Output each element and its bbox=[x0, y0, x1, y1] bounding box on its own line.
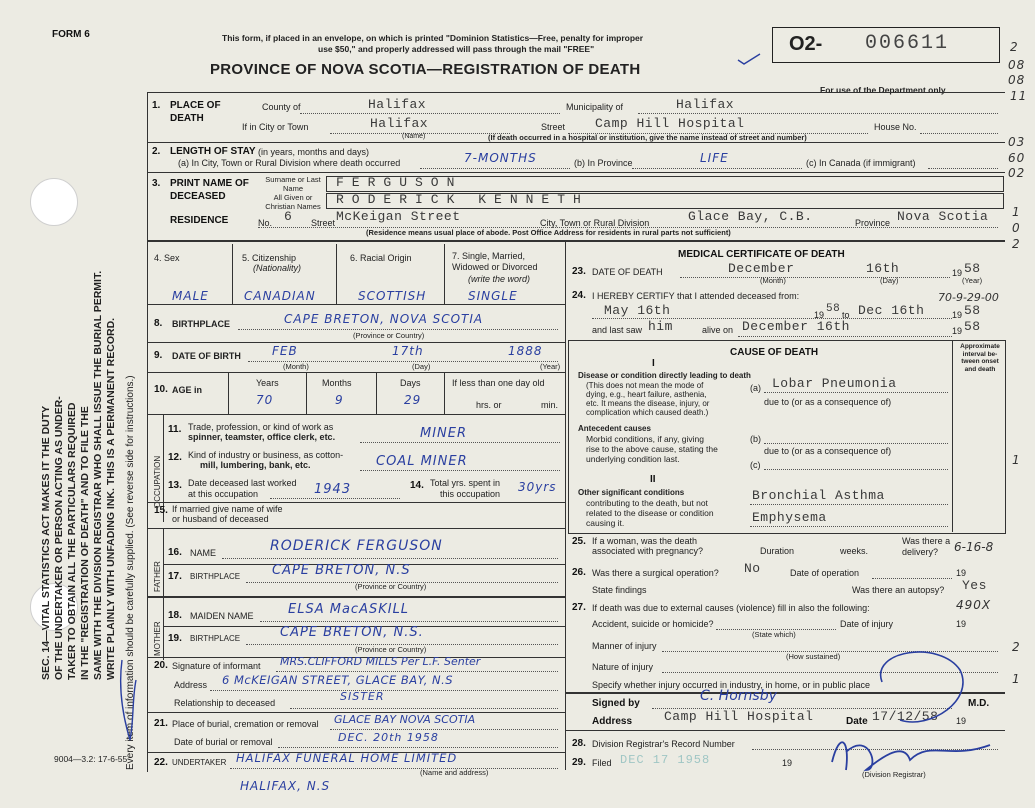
margin-code: 02 bbox=[1008, 166, 1026, 180]
roman-one: I bbox=[652, 358, 655, 369]
q12-answer: COAL MINER bbox=[376, 454, 468, 469]
relationship-label: Relationship to deceased bbox=[174, 698, 276, 708]
q13-number: 13. bbox=[168, 480, 182, 491]
q26-number: 26. bbox=[572, 567, 586, 578]
q29-text: Filed bbox=[592, 758, 612, 768]
attend-to-year: 58 bbox=[964, 303, 981, 318]
surname-label: Surname or Last Name bbox=[265, 175, 321, 193]
q25-number: 25. bbox=[572, 536, 586, 547]
q1-number: 1. bbox=[152, 100, 161, 111]
q10-label: AGE in bbox=[172, 385, 203, 395]
margin-code: 08 bbox=[1008, 58, 1026, 72]
duration-label: Duration bbox=[760, 546, 795, 556]
dob-day: 17th bbox=[392, 344, 424, 358]
q14-number: 14. bbox=[410, 480, 424, 491]
sidebar-instructions: SEC. 14—VITAL STATISTICS ACT MAKES IT THE DUTY OF THE UNDERTAKER OR PERSON ACTING AS UNDER- TAKER TO OBTAIN ALL THE PARTICULARS REQUIRED IN THE "REGISTRATION OF DEATH" AND TO FILE THE SAME WITH THE DIVISION REGISTRAR WHO SHALL ISSUE THE BURIAL PERMIT. WRITE PLAINLY WITH UNFADING INK. THIS IS A PERMANENT RECORD. bbox=[40, 270, 117, 680]
q21-number: 21. bbox=[154, 718, 168, 729]
q19-caption: (Province or Country) bbox=[355, 645, 427, 654]
margin-code: 1 bbox=[1012, 205, 1021, 219]
autopsy-value: Yes bbox=[962, 578, 987, 593]
q13-text-b: at this occupation bbox=[188, 489, 259, 499]
q9-label: DATE OF BIRTH bbox=[172, 351, 241, 361]
city-value: Halifax bbox=[370, 116, 429, 131]
date-label: Date bbox=[846, 716, 868, 727]
city-label: If in City or Town bbox=[242, 122, 309, 132]
residence-province-label: Province bbox=[855, 218, 891, 228]
street-label: Street bbox=[541, 122, 566, 132]
months-label: Months bbox=[322, 378, 352, 388]
autopsy-label: Was there an autopsy? bbox=[852, 585, 945, 595]
q2a-value: 7-MONTHS bbox=[464, 151, 537, 165]
mother-side-label: MOTHER bbox=[153, 621, 162, 656]
other-condition-1: Bronchial Asthma bbox=[752, 488, 885, 503]
q19-text: BIRTHPLACE bbox=[190, 634, 241, 643]
alive-on-value: December 16th bbox=[742, 319, 850, 334]
signed-by-label: Signed by bbox=[592, 698, 640, 709]
q23-text: DATE OF DEATH bbox=[592, 267, 663, 277]
cause-c-label: (c) bbox=[750, 460, 761, 470]
residence-province-value: Nova Scotia bbox=[897, 209, 989, 224]
form-left-border bbox=[147, 92, 148, 772]
marital-sub: (write the word) bbox=[468, 274, 531, 284]
q14-text: Total yrs. spent in bbox=[430, 478, 501, 488]
q17-text: BIRTHPLACE bbox=[190, 572, 241, 581]
less-than-day-label: If less than one day old bbox=[452, 378, 545, 388]
q26-text: Was there a surgical operation? bbox=[592, 568, 719, 578]
q11-text-b: spinner, teamster, office clerk, etc. bbox=[188, 432, 336, 442]
state-which: (State which) bbox=[752, 630, 796, 639]
sex-label: 4. Sex bbox=[154, 253, 180, 263]
q12-text: Kind of industry or business, as cotton- bbox=[188, 450, 344, 460]
q11-answer: MINER bbox=[420, 426, 468, 441]
death-year: 58 bbox=[964, 261, 981, 276]
q2-sub: (in years, months and days) bbox=[258, 147, 370, 157]
house-label: House No. bbox=[874, 122, 917, 132]
undertaker-name: HALIFAX FUNERAL HOME LIMITED bbox=[236, 751, 458, 765]
cause-a-value: Lobar Pneumonia bbox=[772, 376, 897, 391]
q2b-value: LIFE bbox=[700, 151, 729, 165]
hospital-note: (If death occurred in a hospital or institution, give the name instead of street and number) bbox=[488, 133, 807, 142]
q24-text: I HEREBY CERTIFY that I attended deceased from: bbox=[592, 291, 800, 301]
racial-label: 6. Racial Origin bbox=[350, 253, 412, 263]
postal-notice-1: This form, if placed in an envelope, on which is printed "Dominion Statistics—Free, penalty for improper bbox=[222, 33, 644, 43]
margin-code: 1 bbox=[1012, 672, 1021, 686]
q3-label: PRINT NAME OF DECEASED bbox=[170, 178, 249, 202]
month-caption: (Month) bbox=[283, 362, 309, 371]
death-day: 16th bbox=[866, 261, 900, 276]
residence-no-label: No. bbox=[258, 218, 273, 228]
q18-text: MAIDEN NAME bbox=[190, 611, 254, 621]
roman-two: II bbox=[650, 474, 656, 485]
dob-year: 1888 bbox=[508, 344, 543, 358]
attend-from-19: 19 bbox=[814, 310, 825, 320]
immediate-label: Disease or condition directly leading to death bbox=[578, 371, 751, 380]
q11-text: Trade, profession, or kind of work as bbox=[188, 422, 334, 432]
relationship-value: SISTER bbox=[340, 690, 385, 703]
date-19: 19 bbox=[956, 716, 967, 726]
q20-number: 20. bbox=[154, 660, 168, 671]
cause-a-label: (a) bbox=[750, 383, 761, 393]
citizenship-value: CANADIAN bbox=[244, 289, 316, 303]
dob-month: FEB bbox=[272, 344, 298, 358]
physician-signature: C. Hornsby bbox=[700, 688, 777, 704]
q20-text: Signature of informant bbox=[172, 661, 261, 671]
state-findings: State findings bbox=[592, 585, 647, 595]
q17-number: 17. bbox=[168, 571, 182, 582]
q22-number: 22. bbox=[154, 757, 168, 768]
birthplace-value: CAPE BRETON, NOVA SCOTIA bbox=[284, 312, 484, 326]
q2c-label: (c) In Canada (if immigrant) bbox=[806, 158, 916, 168]
citizenship-sub: (Nationality) bbox=[253, 263, 302, 273]
nature-label: Nature of injury bbox=[592, 662, 654, 672]
punch-hole-top bbox=[30, 178, 78, 226]
md-label: M.D. bbox=[968, 698, 990, 709]
q25-text-b: associated with pregnancy? bbox=[592, 546, 704, 556]
death-day-caption: (Day) bbox=[880, 276, 899, 285]
death-19: 19 bbox=[952, 268, 963, 278]
q17-answer: CAPE BRETON, N.S bbox=[272, 563, 411, 578]
q11-number: 11. bbox=[168, 424, 182, 435]
sex-value: MALE bbox=[172, 289, 209, 303]
margin-code: 1 bbox=[1012, 453, 1021, 467]
q29-number: 29. bbox=[572, 757, 586, 768]
q16-text: NAME bbox=[190, 548, 217, 558]
q16-number: 16. bbox=[168, 547, 182, 558]
cause-title: CAUSE OF DEATH bbox=[730, 347, 819, 358]
residence-street-value: McKeigan Street bbox=[336, 209, 461, 224]
q18-number: 18. bbox=[168, 610, 182, 621]
county-value: Halifax bbox=[368, 97, 427, 112]
death-month-caption: (Month) bbox=[760, 276, 786, 285]
registration-number: 006611 bbox=[865, 32, 950, 55]
q8-label: BIRTHPLACE bbox=[172, 319, 230, 329]
injury-date-label: Date of injury bbox=[840, 619, 894, 629]
op-date-label: Date of operation bbox=[790, 568, 860, 578]
alive-on-label: alive on bbox=[702, 325, 734, 335]
q15-number: 15. bbox=[154, 505, 168, 516]
physician-address: Camp Hill Hospital bbox=[664, 709, 814, 724]
q2-label: LENGTH OF STAY bbox=[170, 146, 256, 157]
county-label: County of bbox=[262, 102, 301, 112]
to-label: to bbox=[842, 310, 850, 320]
due-to-1: due to (or as a consequence of) bbox=[764, 397, 892, 407]
form-number: FORM 6 bbox=[52, 29, 90, 40]
margin-code: 2 bbox=[1012, 237, 1021, 251]
death-year-caption: (Year) bbox=[962, 276, 983, 285]
q24-number: 24. bbox=[572, 290, 586, 301]
citizenship-label: 5. Citizenship bbox=[242, 253, 297, 263]
residence-no-value: 6 bbox=[284, 209, 293, 224]
specify-label: Specify whether injury occurred in industry, in home, or in public place bbox=[592, 680, 870, 690]
cause-b-label: (b) bbox=[750, 434, 761, 444]
margin-code: 60 bbox=[1008, 151, 1026, 165]
antecedent-note-2: rise to the above cause, stating the bbox=[586, 444, 718, 454]
residence-city-value: Glace Bay, C.B. bbox=[688, 209, 813, 224]
alive-on-19: 19 bbox=[952, 326, 963, 336]
registrar-caption: (Division Registrar) bbox=[862, 770, 926, 779]
injury-19: 19 bbox=[956, 619, 967, 629]
q27-text: If death was due to external causes (violence) fill in also the following: bbox=[592, 603, 870, 613]
marital-label: 7. Single, Married, Widowed or Divorced bbox=[452, 251, 538, 272]
antecedent-note-3: underlying condition last. bbox=[586, 454, 680, 464]
medical-title: MEDICAL CERTIFICATE OF DEATH bbox=[678, 249, 845, 260]
q15-text: If married give name of wife bbox=[172, 504, 283, 514]
residence-label: RESIDENCE bbox=[170, 215, 229, 226]
due-to-2: due to (or as a consequence of) bbox=[764, 446, 892, 456]
marital-value: SINGLE bbox=[468, 289, 518, 303]
attend-from-year: 58 bbox=[826, 303, 841, 315]
margin-code: 2 bbox=[1012, 640, 1021, 654]
undertaker-city: HALIFAX, N.S bbox=[240, 779, 331, 793]
q16-answer: RODERICK FERGUSON bbox=[270, 538, 443, 554]
op-19: 19 bbox=[956, 568, 967, 578]
days-label: Days bbox=[400, 378, 421, 388]
antecedent-label: Antecedent causes bbox=[578, 424, 651, 433]
q22-text: UNDERTAKER bbox=[172, 758, 227, 767]
municipality-label: Municipality of bbox=[566, 102, 624, 112]
other-note-3: causing it. bbox=[586, 518, 625, 528]
q3-number: 3. bbox=[152, 178, 161, 189]
year-caption: (Year) bbox=[540, 362, 561, 371]
margin-code: 490X bbox=[956, 598, 992, 612]
margin-code: 08 bbox=[1008, 73, 1026, 87]
filed-stamp: DEC 17 1958 bbox=[620, 753, 711, 767]
filed-19: 19 bbox=[782, 758, 793, 768]
street-value: Camp Hill Hospital bbox=[595, 116, 745, 131]
father-side-label: FATHER bbox=[153, 561, 162, 592]
occupation-side-label: OCCUPATION bbox=[153, 455, 162, 508]
residence-city-label: City, Town or Rural Division bbox=[540, 218, 650, 228]
interval-label: Approximate interval be- tween onset and death bbox=[960, 343, 1000, 373]
other-condition-2: Emphysema bbox=[752, 510, 827, 525]
postal-notice-2: use $50," and properly addressed will pass through the mail "FREE" bbox=[318, 44, 595, 54]
physician-address-label: Address bbox=[592, 716, 633, 727]
last-saw-label: and last saw bbox=[592, 325, 643, 335]
attend-to: Dec 16th bbox=[858, 303, 925, 318]
q2-number: 2. bbox=[152, 146, 161, 157]
antecedent-note-1: Morbid conditions, if any, giving bbox=[586, 434, 704, 444]
q2a-label: (a) In City, Town or Rural Division where death occurred bbox=[178, 158, 401, 168]
immediate-note-1: (This does not mean the mode of bbox=[586, 381, 704, 390]
manner-label: Manner of injury bbox=[592, 641, 657, 651]
form-title: PROVINCE OF NOVA SCOTIA—REGISTRATION OF DEATH bbox=[210, 61, 641, 78]
date-value: 17/12/58 bbox=[872, 709, 939, 724]
q28-number: 28. bbox=[572, 738, 586, 749]
years-label: Years bbox=[256, 378, 279, 388]
q8-number: 8. bbox=[154, 318, 163, 329]
burial-date-label: Date of burial or removal bbox=[174, 737, 273, 747]
residence-note: (Residence means usual place of abode. Post Office Address for residents in rural parts not sufficient) bbox=[366, 228, 731, 237]
q1-label: PLACE OF DEATH bbox=[170, 100, 221, 124]
q21-text: Place of burial, cremation or removal bbox=[172, 719, 319, 729]
q15-text-b: or husband of deceased bbox=[172, 514, 269, 524]
q28-text: Division Registrar's Record Number bbox=[592, 739, 735, 749]
registration-number-box bbox=[772, 27, 1000, 63]
immediate-note-4: complication which caused death.) bbox=[586, 408, 709, 417]
death-month: December bbox=[728, 261, 795, 276]
min-label: min. bbox=[541, 400, 559, 410]
racial-value: SCOTTISH bbox=[358, 289, 427, 303]
q13-text: Date deceased last worked bbox=[188, 478, 297, 488]
q9-number: 9. bbox=[154, 350, 163, 361]
q14-text-b: this occupation bbox=[440, 489, 501, 499]
q10-number: 10. bbox=[154, 384, 168, 395]
accident-label: Accident, suicide or homicide? bbox=[592, 619, 714, 629]
given-label: All Given or Christian Names bbox=[265, 193, 321, 211]
surname-value: FERGUSON bbox=[336, 175, 463, 190]
form-top-border bbox=[147, 92, 1005, 93]
margin-code: 70-9-29-00 bbox=[938, 291, 999, 304]
age-years: 70 bbox=[256, 393, 274, 407]
sidebar-note: Every item of information should be carefully supplied. (See reverse side for instructions.) bbox=[125, 375, 136, 770]
q13-answer: 1943 bbox=[314, 482, 352, 497]
operation-value: No bbox=[744, 561, 761, 576]
margin-code: 11 bbox=[1010, 89, 1028, 103]
alive-on-year: 58 bbox=[964, 319, 981, 334]
residence-street-label: Street bbox=[311, 218, 336, 228]
other-note-1: contributing to the death, but not bbox=[586, 498, 708, 508]
q12-text-b: mill, lumbering, bank, etc. bbox=[200, 460, 311, 470]
immediate-note-3: etc. It means the disease, injury, or bbox=[586, 399, 710, 408]
q23-number: 23. bbox=[572, 266, 586, 277]
margin-code: 03 bbox=[1008, 135, 1026, 149]
day-caption: (Day) bbox=[412, 362, 431, 371]
margin-code: 2 bbox=[1010, 40, 1019, 54]
q25-text: If a woman, was the death bbox=[592, 536, 698, 546]
birthplace-caption: (Province or Country) bbox=[353, 331, 425, 340]
q2b-label: (b) In Province bbox=[574, 158, 633, 168]
q19-answer: CAPE BRETON, N.S. bbox=[280, 625, 424, 640]
given-names-value: RODERICK KENNETH bbox=[336, 192, 589, 207]
burial-place: GLACE BAY NOVA SCOTIA bbox=[334, 713, 476, 726]
footer-code: 9004—3.2: 17-6-55 bbox=[54, 754, 128, 764]
q12-number: 12. bbox=[168, 452, 182, 463]
other-label: Other significant conditions bbox=[578, 488, 685, 497]
name-caption: (Name) bbox=[402, 133, 426, 140]
margin-code: 0 bbox=[1012, 221, 1021, 235]
how-sustained: (How sustained) bbox=[786, 652, 841, 661]
burial-date: DEC. 20th 1958 bbox=[338, 731, 439, 744]
department-use-label: For use of the Department only bbox=[820, 85, 946, 95]
age-months: 9 bbox=[335, 393, 344, 407]
attend-from: May 16th bbox=[604, 303, 671, 318]
q19-number: 19. bbox=[168, 633, 182, 644]
weeks-label: weeks. bbox=[840, 546, 869, 556]
hrs-label: hrs. or bbox=[476, 400, 502, 410]
q14-answer: 30yrs bbox=[518, 480, 557, 494]
informant-signature: MRS.CLIFFORD MILLS Per L.F. Senter bbox=[280, 655, 481, 668]
immediate-note-2: dying, e.g., heart failure, asthenia, bbox=[586, 390, 707, 399]
age-days: 29 bbox=[404, 393, 422, 407]
delivery-code: 6-16-8 bbox=[954, 540, 994, 554]
name-address-caption: (Name and address) bbox=[420, 768, 489, 777]
municipality-value: Halifax bbox=[676, 97, 735, 112]
q17-caption: (Province or Country) bbox=[355, 582, 427, 591]
registration-prefix: O2- bbox=[789, 33, 823, 55]
other-note-2: related to the disease or condition bbox=[586, 508, 714, 518]
address-label: Address bbox=[174, 680, 208, 690]
attend-to-19: 19 bbox=[952, 310, 963, 320]
informant-address: 6 McKEIGAN STREET, GLACE BAY, N.S bbox=[222, 673, 454, 687]
last-saw-value: him bbox=[648, 319, 673, 334]
delivery-label: Was there a delivery? bbox=[902, 536, 951, 557]
q27-number: 27. bbox=[572, 602, 586, 613]
q18-answer: ELSA MacASKILL bbox=[288, 602, 410, 617]
